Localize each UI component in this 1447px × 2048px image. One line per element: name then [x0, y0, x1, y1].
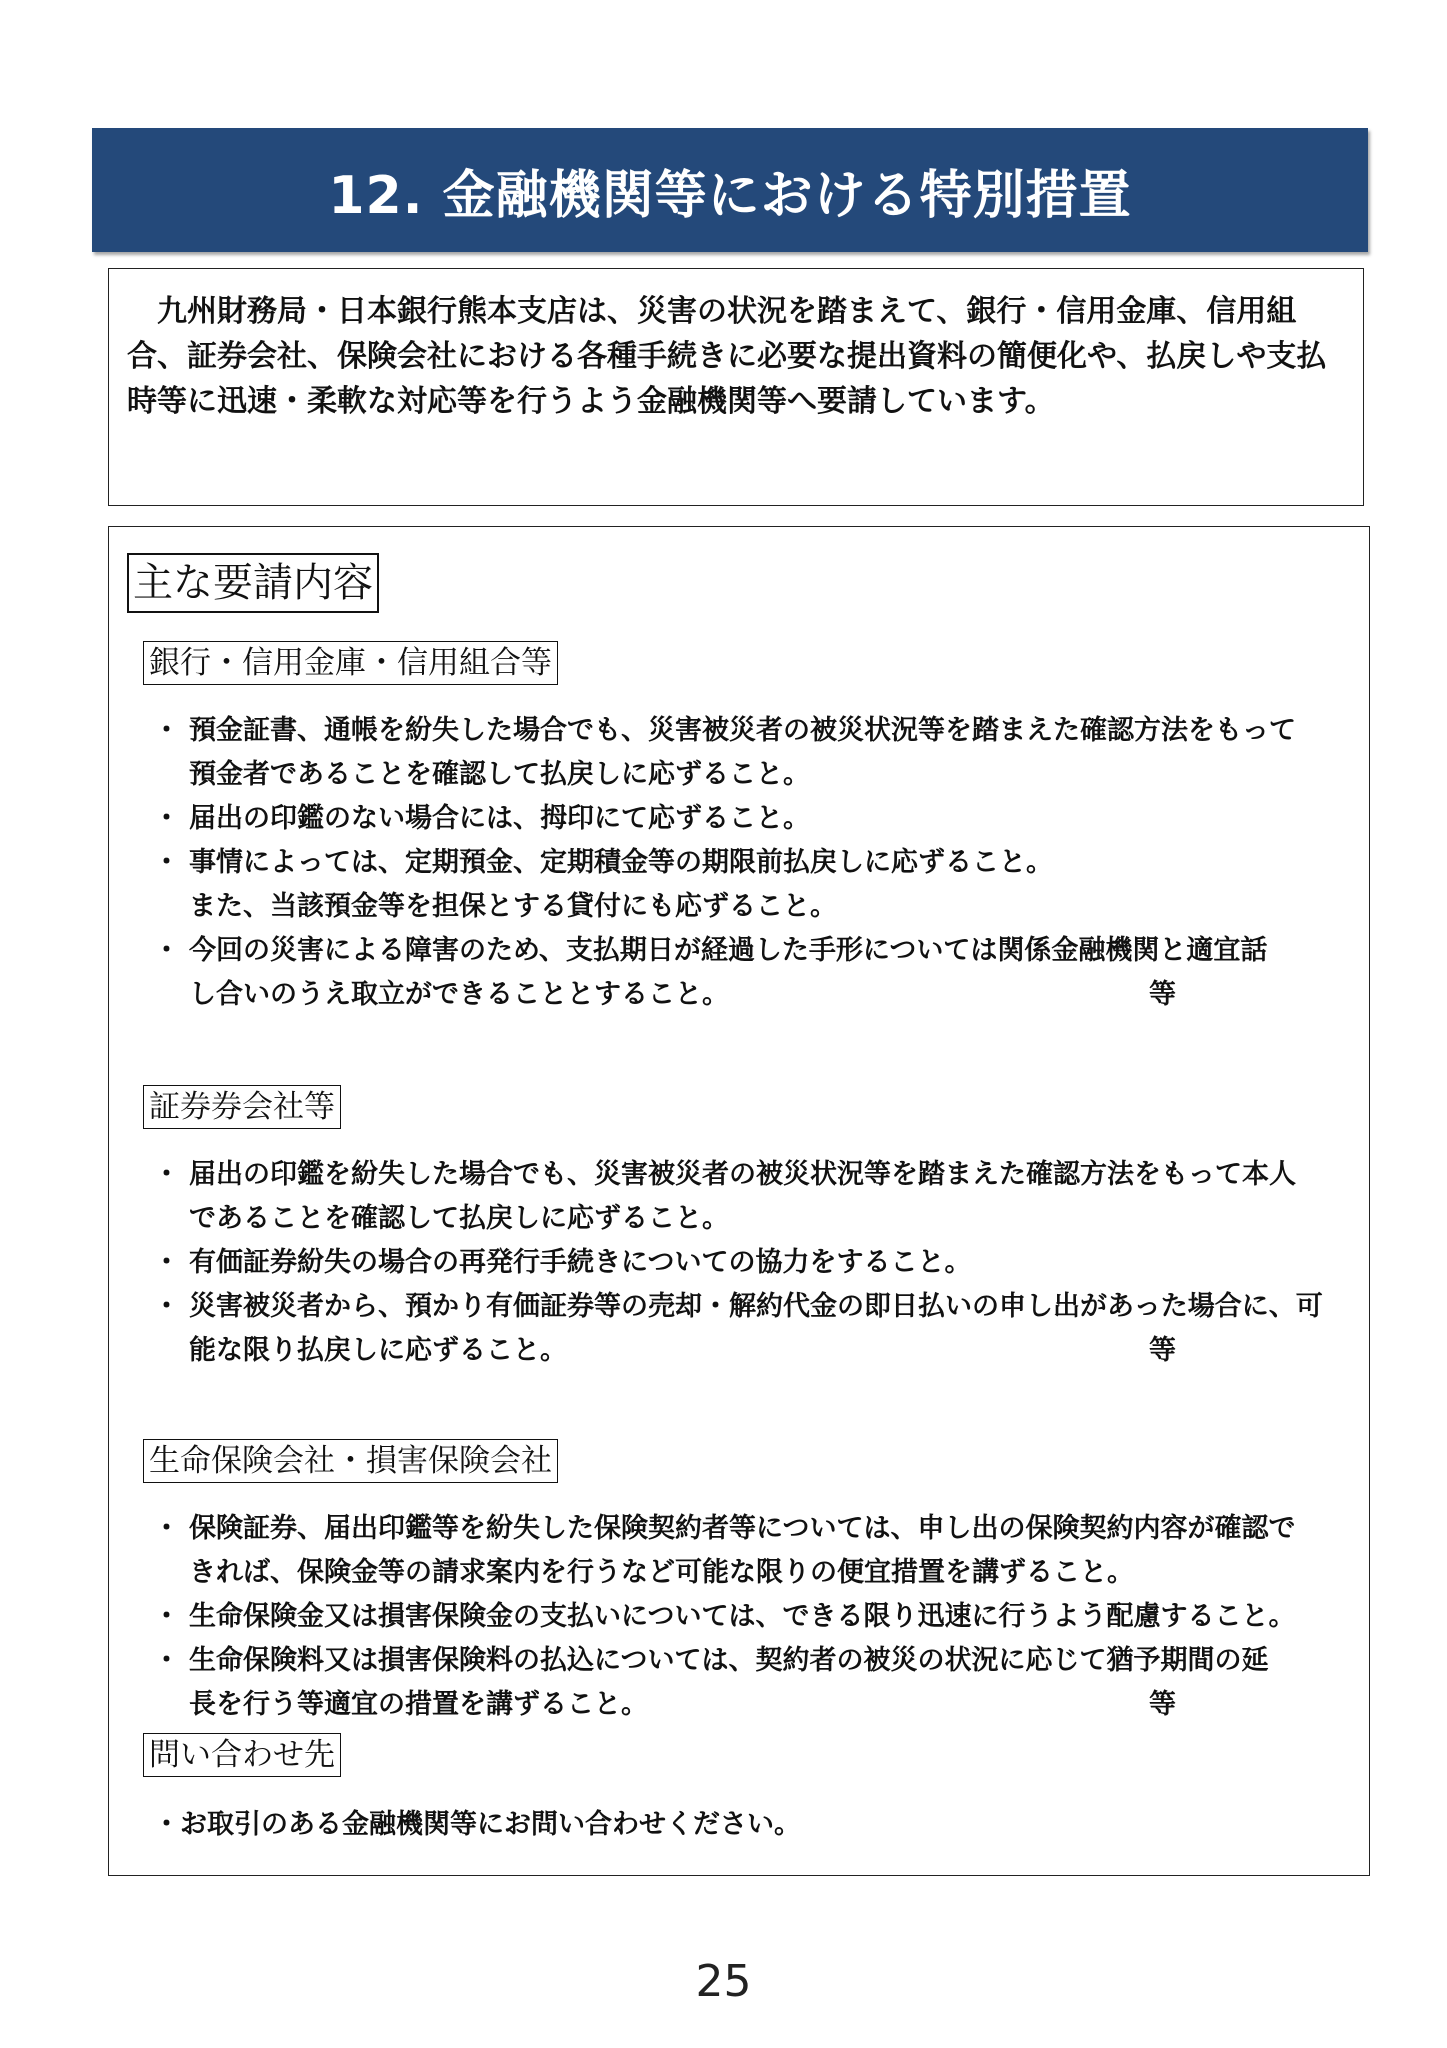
main-heading: 主な要請内容 [127, 553, 379, 613]
bullet-text: 預金者であることを確認して払戻しに応ずること。 [189, 759, 810, 790]
requests-box [108, 526, 1370, 1876]
bullet-text: 生命保険料又は損害保険料の払込については、契約者の被災の状況に応じて猶予期間の延 [189, 1645, 1269, 1676]
list-item [149, 1241, 1349, 1285]
bullet-text: 届出の印鑑のない場合には、拇印にて応ずること。 [189, 803, 810, 834]
list-item [149, 1153, 1349, 1241]
etc-mark: 等 [1149, 979, 1176, 1010]
bullet-dot: ・ [153, 847, 180, 878]
bullet-text: また、当該預金等を担保とする貸付にも応ずること。 [189, 891, 837, 922]
bullet-text: であることを確認して払戻しに応ずること。 [189, 1203, 729, 1234]
bullet-dot: ・ [153, 1513, 180, 1544]
bullet-dot: ・ [153, 1247, 180, 1278]
intro-box [108, 268, 1364, 506]
bullet-dot: ・ [153, 1601, 180, 1632]
bullet-text: 保険証券、届出印鑑等を紛失した保険契約者等については、申し出の保険契約内容が確認で [189, 1513, 1296, 1544]
bullet-text: 今回の災害による障害のため、支払期日が経過した手形については関係金融機関と適宜話 [189, 935, 1268, 966]
bullet-text: 長を行う等適宜の措置を講ずること。 [189, 1689, 648, 1720]
bullet-dot: ・ [153, 1159, 180, 1190]
title-banner [92, 128, 1368, 252]
list-item [149, 1595, 1349, 1639]
list-item [149, 709, 1349, 797]
bullet-dot: ・ [153, 935, 180, 966]
page-title: 12. 金融機関等における特別措置 [328, 165, 1132, 226]
etc-mark: 等 [1149, 1689, 1176, 1720]
list-item [149, 841, 1349, 929]
intro-text: 九州財務局・日本銀行熊本支店は、災害の状況を踏まえて、銀行・信用金庫、信用組合、証券会社、保険会社における各種手続きに必要な提出資料の簡便化や、払戻しや支払時等に迅速・柔軟な対応等を行うよう金融機関等へ要請しています。 [127, 294, 1327, 419]
bullet-list-banks [149, 709, 1349, 1017]
bullet-dot: ・ [153, 803, 180, 834]
section-label-insurance: 生命保険会社・損害保険会社 [143, 1439, 558, 1483]
bullet-text: し合いのうえ取立ができることとすること。 [189, 979, 729, 1010]
section-label-banks: 銀行・信用金庫・信用組合等 [143, 641, 558, 685]
bullet-text: 事情によっては、定期預金、定期積金等の期限前払戻しに応ずること。 [189, 847, 1053, 878]
bullet-text: 届出の印鑑を紛失した場合でも、災害被災者の被災状況等を踏まえた確認方法をもって本人 [189, 1159, 1296, 1190]
bullet-dot: ・ [153, 1645, 180, 1676]
bullet-text: 有価証券紛失の場合の再発行手続きについての協力をすること。 [189, 1247, 972, 1278]
bullet-text: きれば、保険金等の請求案内を行うなど可能な限りの便宜措置を講ずること。 [189, 1557, 1134, 1588]
section-label-securities: 証券券会社等 [143, 1085, 341, 1129]
bullet-dot: ・ [153, 715, 180, 746]
bullet-text: 預金証書、通帳を紛失した場合でも、災害被災者の被災状況等を踏まえた確認方法をもって [189, 715, 1296, 746]
list-item [149, 1507, 1349, 1595]
etc-mark: 等 [1149, 1335, 1176, 1366]
contact-text: ・お取引のある金融機関等にお問い合わせください。 [153, 1809, 801, 1840]
bullet-text: 災害被災者から、預かり有価証券等の売却・解約代金の即日払いの申し出があった場合に、可 [189, 1291, 1323, 1322]
bullet-text: 生命保険金又は損害保険金の支払いについては、できる限り迅速に行うよう配慮すること。 [189, 1601, 1296, 1632]
bullet-text: 能な限り払戻しに応ずること。 [189, 1335, 567, 1366]
section-label-contact: 問い合わせ先 [143, 1733, 341, 1777]
page-number: 25 [695, 1956, 752, 2007]
bullet-dot: ・ [153, 1291, 180, 1322]
list-item [149, 797, 1349, 841]
